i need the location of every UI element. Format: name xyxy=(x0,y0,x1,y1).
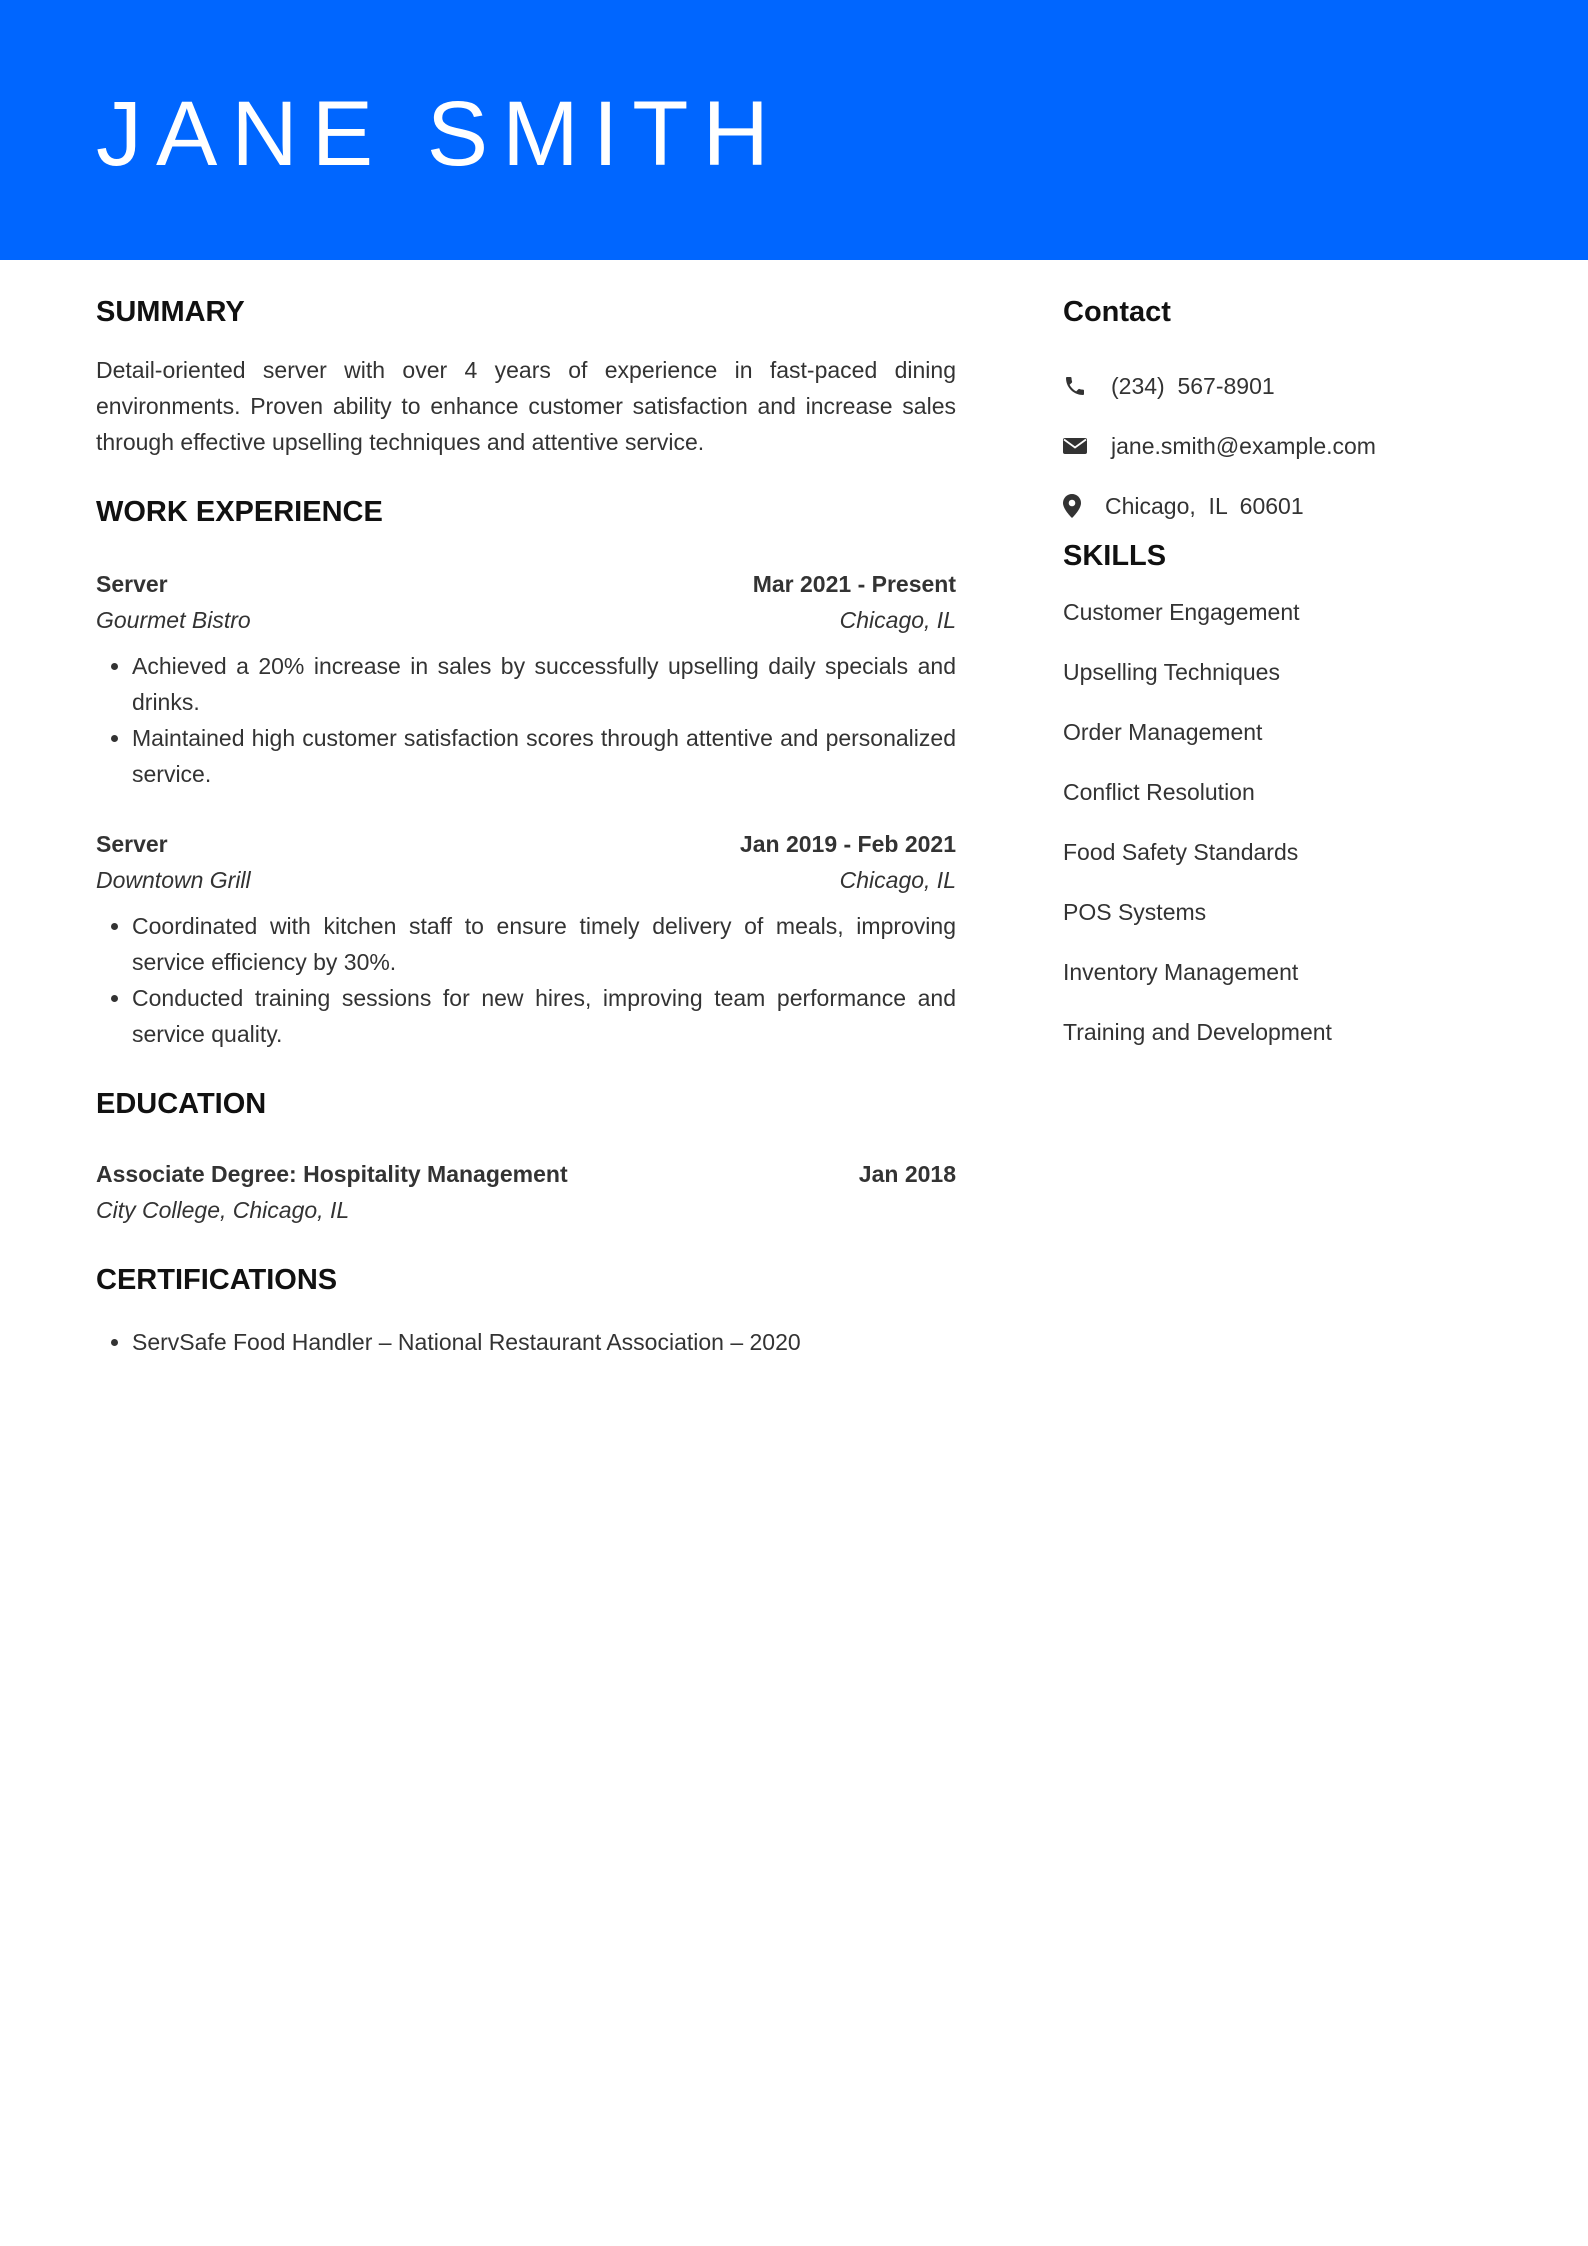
skill-item: Customer Engagement xyxy=(1063,599,1300,625)
contact-location-text: Chicago, IL 60601 xyxy=(1105,493,1304,519)
contact-email xyxy=(1063,416,1493,476)
envelope-icon xyxy=(1063,436,1099,456)
job-role: Server xyxy=(96,831,168,857)
education-entry xyxy=(96,1156,956,1228)
education-school: City College, Chicago, IL xyxy=(96,1197,350,1223)
job-company: Gourmet Bistro xyxy=(96,607,251,633)
job-entry xyxy=(96,566,956,792)
summary-heading: SUMMARY xyxy=(96,296,245,328)
skill-item: Upselling Techniques xyxy=(1063,659,1280,685)
contact-list xyxy=(1063,356,1493,536)
education-date: Jan 2018 xyxy=(858,1161,956,1187)
job-entry xyxy=(96,826,956,1052)
contact-location xyxy=(1063,476,1493,536)
education-degree: Associate Degree: Hospitality Management xyxy=(96,1161,568,1187)
job-role: Server xyxy=(96,571,168,597)
contact-phone-text: (234) 567-8901 xyxy=(1111,373,1275,399)
contact-phone xyxy=(1063,356,1493,416)
skill-item: Food Safety Standards xyxy=(1063,839,1299,865)
skill-item: Conflict Resolution xyxy=(1063,779,1255,805)
certifications-list xyxy=(96,1324,956,1360)
job-bullet: • Achieved a 20% increase in sales by successfully upselling daily specials and drinks. xyxy=(132,648,956,720)
job-location: Chicago, IL xyxy=(839,607,956,633)
job-company: Downtown Grill xyxy=(96,867,251,893)
sidebar-column xyxy=(1063,292,1493,1074)
job-bullets xyxy=(96,648,956,792)
job-bullet: • Maintained high customer satisfaction scores through attentive and personalized service. xyxy=(132,720,956,792)
phone-icon xyxy=(1063,374,1099,398)
contact-email-text: jane.smith@example.com xyxy=(1111,433,1376,459)
work-experience-heading: WORK EXPERIENCE xyxy=(96,496,383,528)
skill-item: Training and Development xyxy=(1063,1019,1332,1045)
candidate-name: JANE SMITH xyxy=(96,83,783,185)
summary-text: Detail-oriented server with over 4 years of experience in fast-paced dining environments. Proven ability to enhance customer satisfaction and increase sales through effective upselling techniques and attentive service. xyxy=(96,357,956,455)
job-bullet: • Coordinated with kitchen staff to ensure timely delivery of meals, improving service efficiency by 30%. xyxy=(132,908,956,980)
job-dates: Jan 2019 - Feb 2021 xyxy=(739,831,956,857)
map-pin-icon xyxy=(1063,494,1093,518)
education-heading: EDUCATION xyxy=(96,1088,267,1120)
skill-item: Inventory Management xyxy=(1063,959,1299,985)
contact-heading: Contact xyxy=(1063,296,1171,328)
skill-item: Order Management xyxy=(1063,719,1263,745)
certifications-heading: CERTIFICATIONS xyxy=(96,1264,338,1296)
skills-list xyxy=(1063,594,1493,1074)
skill-item: POS Systems xyxy=(1063,899,1207,925)
skills-heading: SKILLS xyxy=(1063,540,1167,572)
job-bullets xyxy=(96,908,956,1052)
header-banner xyxy=(0,0,1588,260)
job-dates: Mar 2021 - Present xyxy=(752,571,956,597)
certification-item: • ServSafe Food Handler – National Restaurant Association – 2020 xyxy=(132,1324,956,1360)
job-bullet: • Conducted training sessions for new hires, improving team performance and service quality. xyxy=(132,980,956,1052)
main-column xyxy=(96,292,956,1360)
job-location: Chicago, IL xyxy=(839,867,956,893)
